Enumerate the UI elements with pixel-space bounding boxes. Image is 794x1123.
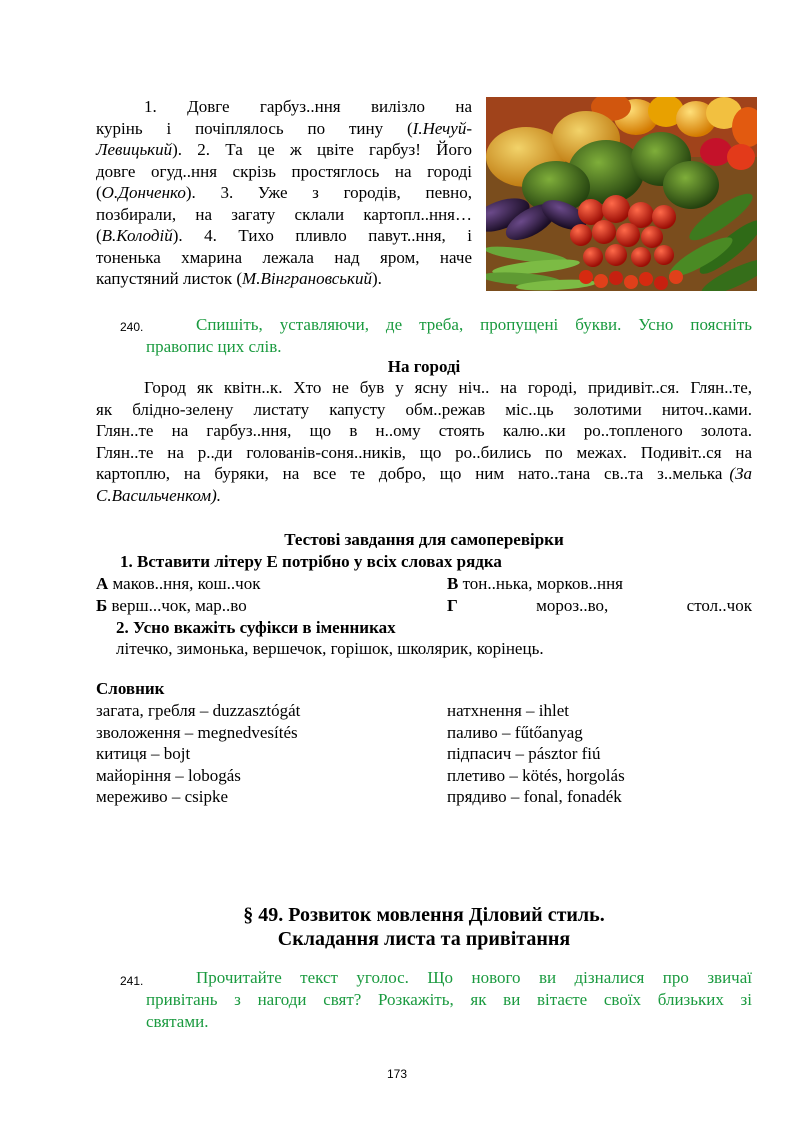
dictionary-title: Словник: [96, 679, 165, 698]
paragraph-text: позбирали, на загату склали картопл..ння…: [96, 204, 472, 224]
option-text: стол..чок: [686, 596, 752, 615]
dictionary-entry: майоріння – lobogás: [96, 765, 241, 785]
paragraph-text: ). 2. Та це ж цвіте гарбуз! Його: [172, 140, 472, 159]
option-text: мороз..во,: [536, 596, 609, 615]
dictionary-entry: плетиво – kötés, horgolás: [447, 765, 625, 785]
dictionary-left-column: [96, 700, 300, 808]
dictionary-right-column: [447, 700, 625, 808]
exercise-240-source-start: (За: [729, 464, 752, 483]
source-author: І.Нечуй-: [412, 118, 472, 138]
dictionary-entry: прядиво – fonal, fonadék: [447, 787, 622, 806]
source-author: О.Донченко: [101, 183, 186, 202]
section-heading-line2: Складання листа та привітання: [277, 928, 571, 950]
tests-option-b: [96, 595, 247, 617]
exercise-240-line: Глян..те на гарбуз..ння, що в н..ому стоять калю..ки ро..топленого золота.: [96, 421, 752, 440]
exercise-241-line1: Прочитайте текст уголос. Що нового ви дізналися про звичаї: [196, 968, 752, 987]
exercise-240-task-line1: Спишіть, уставляючи, де треба, пропущені букви. Усно поясніть: [196, 315, 752, 334]
opening-paragraph-line: [96, 268, 472, 290]
tests-title: Тестові завдання для самоперевірки: [284, 530, 564, 549]
opening-paragraph-line: [96, 161, 472, 183]
exercise-240-source: С.Васильченком).: [96, 485, 222, 505]
exercise-240-line: картоплю, на буряки, на все те добро, що ним нато..тана св..та з..мелька: [96, 464, 723, 483]
dictionary-entry: китиця – bojt: [96, 744, 191, 763]
opening-paragraph-line: [96, 182, 472, 204]
source-author: Левицький: [96, 140, 173, 159]
exercise-240-title: На городі: [387, 357, 461, 376]
exercise-240-line: Глян..те на р..ди голованів-соня..ників, що ро..бились по межах. Подивіт..ся на: [96, 442, 752, 462]
option-text: тон..нька, морков..ння: [458, 574, 623, 593]
exercise-241-number: 241.: [120, 974, 144, 988]
opening-paragraph-line: [96, 118, 472, 140]
opening-paragraph-line: [96, 204, 472, 226]
dictionary-entry: загата, гребля – duzzasztógát: [96, 701, 301, 720]
paragraph-text: ). 4. Тихо пливло павут..ння, і: [172, 226, 472, 245]
exercise-240-line-with-source: [96, 463, 752, 485]
opening-paragraph-line: [96, 139, 472, 161]
paragraph-text: тоненька хмарина лежала над яром, наче: [96, 247, 472, 267]
opening-paragraph: [96, 96, 472, 290]
section-heading-line1: § 49. Розвиток мовлення Діловий стиль.: [243, 904, 605, 926]
dictionary-entry: підпасич – pásztor fiú: [447, 744, 601, 763]
option-letter: В: [447, 574, 459, 593]
paragraph-text: капустяний листок (: [96, 269, 243, 288]
section-heading: [96, 903, 752, 951]
exercise-240-task-line2: правопис цих слів.: [146, 337, 282, 356]
dictionary-entry: мереживо – csipke: [96, 787, 229, 806]
paragraph-text: ). 3. Уже з городів, певно,: [185, 183, 472, 202]
paragraph-text: (: [96, 183, 102, 202]
source-author: В.Колодій: [101, 226, 173, 245]
paragraph-text: довге огуд..ння скрізь простяглось на городі: [96, 161, 472, 181]
exercise-240-line: Город як квітн..к. Хто не був у ясну ніч.. на городі, придивіт..ся. Глян..те,: [144, 378, 752, 397]
dictionary-entry: паливо – fűtőanyag: [447, 722, 583, 742]
paragraph-text: (: [96, 226, 102, 245]
dictionary-entry: натхнення – ihlet: [447, 701, 570, 720]
option-letter: А: [96, 574, 109, 593]
exercise-240-line: як блідно-зелену листату капусту обм..режав міс..ць золотими ниточ..ками.: [96, 399, 752, 419]
vegetables-photo: [486, 97, 757, 291]
option-text: верш...чок, мар..во: [107, 596, 247, 615]
source-author: М.Вінграновський: [242, 269, 372, 288]
exercise-240-number: 240.: [120, 320, 144, 334]
tests-option-v: [447, 573, 623, 595]
exercise-240-text: [96, 377, 752, 506]
tests-question-2: 2. Усно вкажіть суфікси в іменниках: [116, 618, 396, 637]
opening-paragraph-line: [96, 247, 472, 269]
vegetables-photo-art: [486, 97, 757, 291]
dictionary-entry: зволоження – megnedvesítés: [96, 722, 298, 742]
option-text: маков..ння, кош..чок: [108, 574, 261, 593]
tests-question-1: 1. Вставити літеру Е потрібно у всіх словах рядка: [120, 552, 502, 571]
paragraph-text: курінь і почіплялось по тину (: [96, 118, 413, 138]
exercise-241-line3: святами.: [146, 1012, 209, 1031]
opening-paragraph-line: [96, 225, 472, 247]
page-number: 173: [386, 1067, 408, 1081]
tests-question-2-words: літечко, зимонька, вершечок, горішок, школярик, корінець.: [116, 639, 544, 658]
option-letter: Г: [447, 596, 458, 615]
tests-option-a: [96, 573, 260, 595]
opening-paragraph-line: [96, 96, 472, 118]
paragraph-text: 1. Довге гарбуз..ння вилізло на: [144, 97, 472, 116]
option-letter: Б: [96, 596, 108, 615]
paragraph-text: ).: [371, 269, 382, 288]
tests-option-g: [447, 595, 752, 617]
exercise-241-line2: привітань з нагоди свят? Розкажіть, як ви вітаєте своїх близьких зі: [146, 990, 752, 1009]
